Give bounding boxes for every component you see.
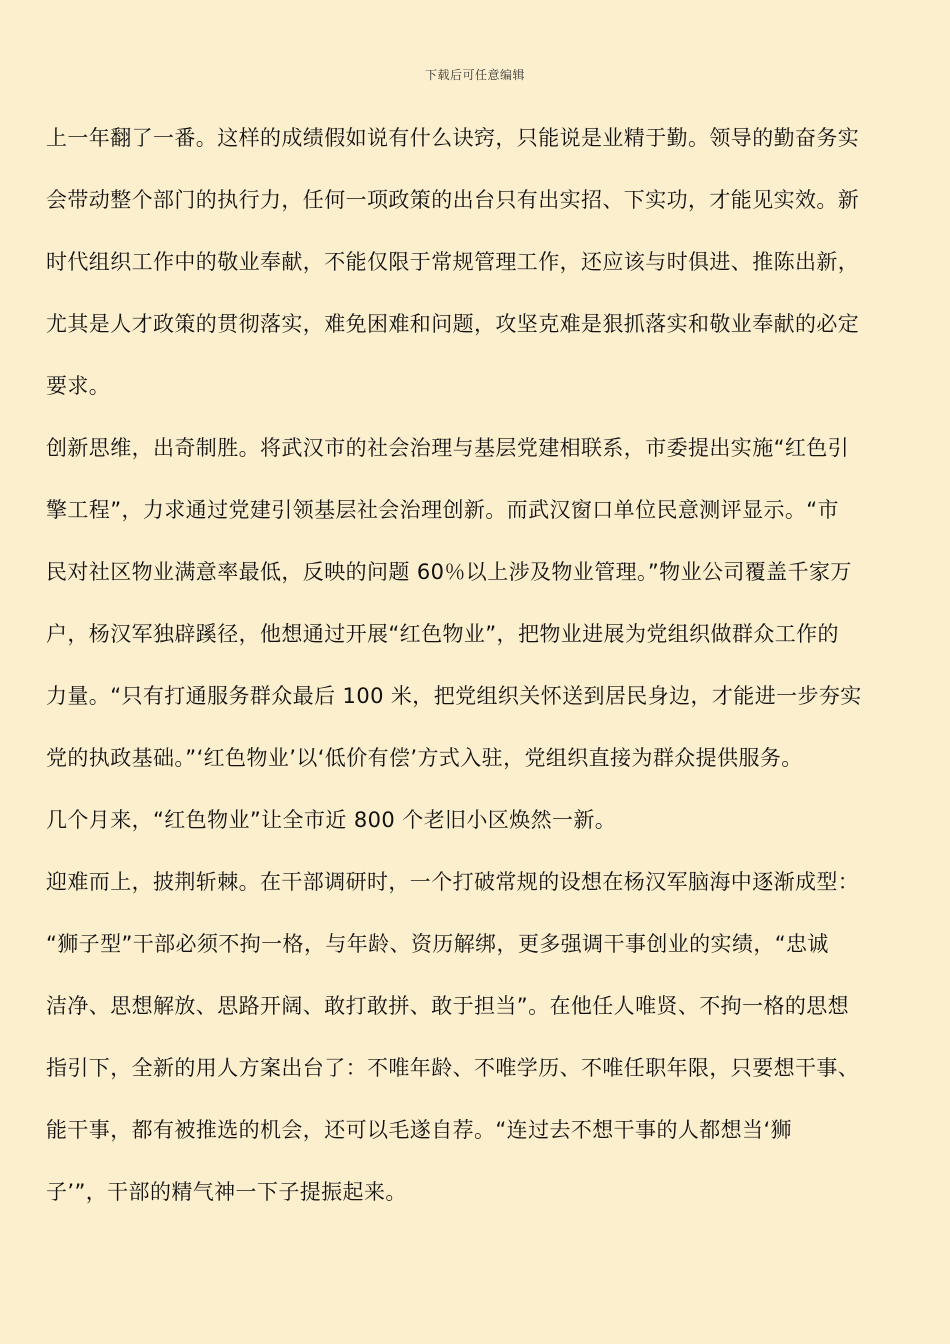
text-line: 民对社区物业满意率最低，反映的问题 60％以上涉及物业管理。”物业公司覆盖千家万 [46,560,852,584]
text-line: 几个月来，“红色物业”让全市近 800 个老旧小区焕然一新。 [46,808,617,832]
text-line: 迎难而上，披荆斩棘。在干部调研时，一个打破常规的设想在杨汉军脑海中逐渐成型： [46,870,860,894]
text-line: 时代组织工作中的敬业奉献，不能仅限于常规管理工作，还应该与时俱进、推陈出新， [46,250,860,274]
text-line: 力量。“只有打通服务群众最后 100 米，把党组织关怀送到居民身边，才能进一步夯实 [46,684,862,708]
text-line: 尤其是人才政策的贯彻落实，难免困难和问题，攻坚克难是狠抓落实和敬业奉献的必定 [46,312,860,336]
text-line: 能干事，都有被推选的机会，还可以毛遂自荐。“连过去不想干事的人都想当‘狮 [46,1118,792,1142]
text-line: 洁净、思想解放、思路开阔、敢打敢拼、敢于担当”。在他任人唯贤、不拘一格的思想 [46,994,850,1018]
text-line: 擎工程”，力求通过党建引领基层社会治理创新。而武汉窗口单位民意测评显示。“市 [46,498,839,522]
text-line: 指引下，全新的用人方案出台了：不唯年龄、不唯学历、不唯任职年限，只要想干事、 [46,1056,860,1080]
text-line: 户，杨汉军独辟蹊径，他想通过开展“红色物业”，把物业进展为党组织做群众工作的 [46,622,839,646]
paragraph-2 [46,428,926,862]
text-line: 要求。 [46,374,111,398]
paragraph-3 [46,862,926,1234]
document-body [46,118,926,1234]
text-line: 党的执政基础。”‘红色物业’以‘低价有偿’方式入驻，党组织直接为群众提供服务。 [46,746,803,770]
text-line: 创新思维，出奇制胜。将武汉市的社会治理与基层党建相联系，市委提出实施“红色引 [46,436,850,460]
page-header-note: 下载后可任意编辑 [424,68,525,82]
text-line: “狮子型”干部必须不拘一格，与年龄、资历解绑，更多强调干事创业的实绩，“忠诚 [46,932,829,956]
text-line: 上一年翻了一番。这样的成绩假如说有什么诀窍，只能说是业精于勤。领导的勤奋务实 [46,126,860,150]
paragraph-1 [46,118,926,428]
text-line: 子’”，干部的精气神一下子提振起来。 [46,1180,407,1204]
text-line: 会带动整个部门的执行力，任何一项政策的出台只有出实招、下实功，才能见实效。新 [46,188,860,212]
